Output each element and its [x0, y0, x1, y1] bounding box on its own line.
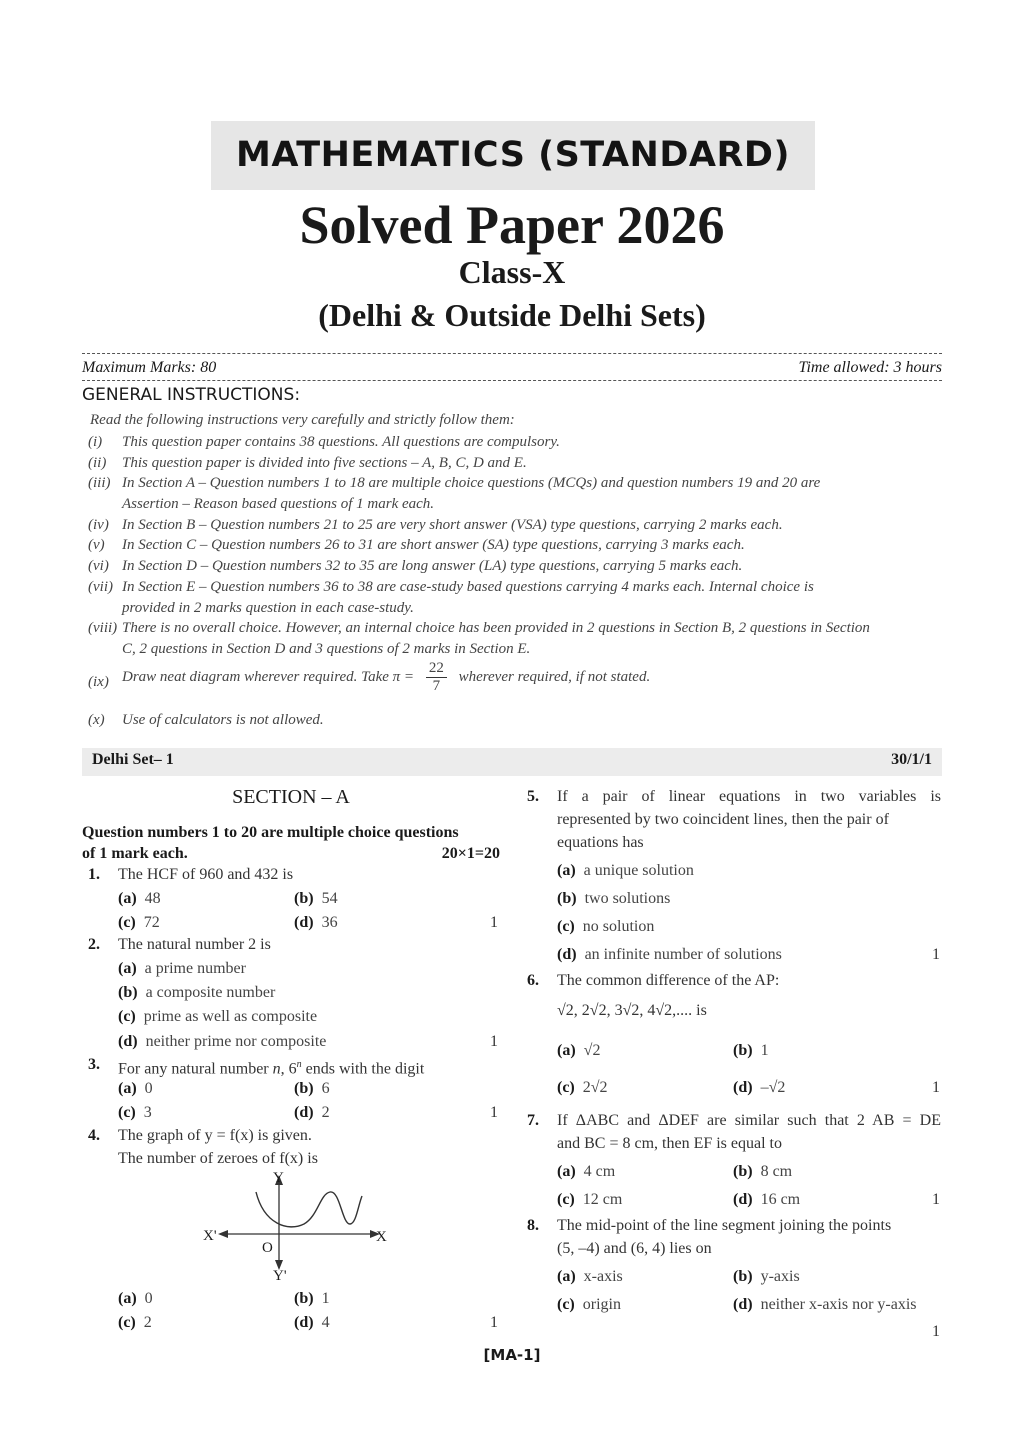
option-value: 3: [143, 1104, 152, 1121]
option-label: (c): [118, 1104, 136, 1121]
instructions-intro: Read the following instructions very carefully and strictly follow them:: [90, 412, 515, 428]
question-text-part: ends with the digit: [301, 1060, 425, 1078]
question-text: The HCF of 960 and 432 is: [118, 866, 294, 883]
option-value: –√2: [760, 1079, 786, 1096]
option-value: an infinite number of solutions: [584, 946, 782, 963]
question-number: 2.: [88, 936, 100, 953]
option-label: (b): [733, 1268, 753, 1285]
question-text: If a pair of linear equations in two variables is: [557, 788, 941, 805]
instruction-number: (viii): [88, 620, 118, 636]
option-value: neither prime nor composite: [145, 1033, 327, 1050]
question-mark: 1: [932, 1323, 940, 1340]
option-value: 6: [321, 1080, 330, 1097]
option-value: a prime number: [144, 960, 246, 977]
paper-title: Solved Paper 2026: [299, 195, 725, 255]
option-value: 16 cm: [760, 1191, 801, 1208]
option-value: 4 cm: [583, 1163, 616, 1180]
question-number: 4.: [88, 1127, 100, 1144]
instruction-number: (iv): [88, 517, 109, 533]
option-value: 0: [144, 1290, 153, 1307]
question-mark: 1: [490, 1104, 498, 1121]
instruction-text: This question paper is divided into five sections – A, B, C, D and E.: [122, 455, 527, 471]
question-text: If ΔABC and ΔDEF are similar such that 2 AB = DE: [557, 1112, 941, 1129]
curve: [256, 1192, 362, 1227]
option-value: two solutions: [584, 890, 671, 907]
option-label: (d): [557, 946, 577, 963]
question-number: 3.: [88, 1056, 100, 1073]
option-label: (b): [118, 984, 138, 1001]
question-mark: 1: [932, 946, 940, 963]
option-label: (d): [118, 1033, 138, 1050]
question-text: The common difference of the AP:: [557, 972, 780, 989]
time-allowed: Time allowed: 3 hours: [798, 359, 942, 376]
fraction-numerator: 22: [426, 660, 447, 678]
question-mark: 1: [932, 1191, 940, 1208]
option-value: y-axis: [760, 1268, 800, 1285]
option-label: (b): [294, 1080, 314, 1097]
question-number: 5.: [527, 788, 539, 805]
question-text: represented by two coincident lines, then the pair of: [557, 811, 889, 828]
instruction-number: (v): [88, 537, 105, 553]
option-value: 12 cm: [582, 1191, 623, 1208]
section-intro: [82, 822, 500, 864]
option-label: (d): [733, 1079, 753, 1096]
option-value: 1: [321, 1290, 330, 1307]
option-label: (b): [733, 1163, 753, 1180]
section-intro-line2: of 1 mark each.: [82, 845, 188, 862]
instruction-text: There is no overall choice. However, an internal choice has been provided in 2 questions in Section B, 2 questions in Section: [122, 620, 870, 636]
instruction-number: (i): [88, 434, 103, 450]
option-value: 2: [143, 1314, 152, 1331]
option-value: 54: [321, 890, 338, 907]
instruction-text: This question paper contains 38 questions. All questions are compulsory.: [122, 434, 560, 450]
max-marks: Maximum Marks: 80: [82, 359, 217, 376]
divider: [82, 353, 942, 354]
option-value: neither x-axis nor y-axis: [760, 1296, 917, 1313]
option-value: 0: [144, 1080, 153, 1097]
question-number: 8.: [527, 1217, 539, 1234]
option-label: (a): [557, 862, 576, 879]
question-number: 7.: [527, 1112, 539, 1129]
superscript: n: [296, 1059, 302, 1070]
option-label: (c): [557, 1296, 575, 1313]
option-value: 1: [760, 1042, 769, 1059]
section-heading: SECTION – A: [232, 786, 350, 808]
question-text-part: , 6: [280, 1060, 297, 1078]
question-number: 1.: [88, 866, 100, 883]
instruction-number: (vi): [88, 558, 109, 574]
option-value: 48: [144, 890, 161, 907]
instruction-ix-post: wherever required, if not stated.: [458, 668, 651, 685]
section-intro-line: Question numbers 1 to 20 are multiple choice questions: [82, 824, 459, 841]
option-label: (b): [294, 890, 314, 907]
origin-label: O: [262, 1240, 273, 1256]
divider: [82, 380, 942, 381]
instruction-ix-pre: Draw neat diagram wherever required. Take π =: [122, 668, 415, 685]
question-number: 6.: [527, 972, 539, 989]
instruction-number: (ii): [88, 455, 107, 471]
instruction-text: C, 2 questions in Section D and 3 questions of 2 marks in Section E.: [122, 641, 531, 657]
option-value: 2: [321, 1104, 330, 1121]
instruction-text: provided in 2 marks question in each case-study.: [122, 600, 414, 616]
option-label: (c): [118, 914, 136, 931]
instruction-text: In Section D – Question numbers 32 to 35 are long answer (LA) type questions, carrying 5 marks each.: [122, 558, 743, 574]
fraction-denominator: 7: [432, 678, 441, 694]
option-value: no solution: [582, 918, 655, 935]
instruction-text: In Section E – Question numbers 36 to 38 are case-study based questions carrying 4 marks each. Internal choice is: [122, 579, 814, 595]
variable: n: [272, 1060, 281, 1078]
question-text: The mid-point of the line segment joining the points: [557, 1217, 892, 1234]
question-text: The graph of y = f(x) is given.: [118, 1127, 312, 1144]
section-marks: 20×1=20: [441, 845, 500, 862]
question-text: √2, 2√2, 3√2, 4√2,.... is: [557, 1002, 707, 1019]
option-label: (c): [118, 1008, 136, 1025]
set-bar: [82, 748, 942, 776]
option-label: (a): [118, 1080, 137, 1097]
instruction-text: [122, 660, 942, 695]
question-mark: 1: [490, 1314, 498, 1331]
question-mark: 1: [932, 1079, 940, 1096]
instruction-text: Assertion – Reason based questions of 1 mark each.: [122, 496, 435, 512]
option-value: 2√2: [582, 1079, 608, 1096]
instruction-text: Use of calculators is not allowed.: [122, 712, 324, 728]
option-label: (d): [733, 1191, 753, 1208]
option-value: 72: [143, 914, 160, 931]
option-label: (c): [557, 918, 575, 935]
question-text: [118, 1054, 424, 1080]
instructions-heading: GENERAL INSTRUCTIONS:: [82, 385, 301, 405]
x-axis-left-arrow: [218, 1230, 228, 1238]
question-text-part: For any natural number: [118, 1060, 273, 1078]
set-name: Delhi Set– 1: [92, 751, 174, 768]
question-text: The natural number 2 is: [118, 936, 271, 953]
instruction-text: In Section C – Question numbers 26 to 31 are short answer (SA) type questions, carrying 3 marks each.: [122, 537, 745, 553]
option-label: (d): [294, 1314, 314, 1331]
option-label: (a): [557, 1268, 576, 1285]
option-label: (b): [294, 1290, 314, 1307]
function-graph: [200, 1166, 400, 1286]
option-value: 4: [321, 1314, 330, 1331]
option-label: (a): [118, 960, 137, 977]
option-label: (a): [118, 890, 137, 907]
instruction-number: (iii): [88, 475, 111, 491]
option-label: (d): [733, 1296, 753, 1313]
x-label: X: [376, 1229, 387, 1245]
option-label: (a): [557, 1163, 576, 1180]
option-label: (d): [294, 914, 314, 931]
option-value: a unique solution: [583, 862, 694, 879]
option-label: (d): [294, 1104, 314, 1121]
question-text: The number of zeroes of f(x) is: [118, 1150, 318, 1167]
option-label: (c): [557, 1079, 575, 1096]
option-value: a composite number: [145, 984, 276, 1001]
class-title: Class-X: [458, 254, 566, 290]
set-code: 30/1/1: [891, 751, 932, 768]
page-number: [MA-1]: [483, 1346, 541, 1364]
option-value: origin: [582, 1296, 621, 1313]
instruction-number: (x): [88, 712, 105, 728]
question-mark: 1: [490, 914, 498, 931]
question-text: equations has: [557, 834, 644, 851]
sets-title: (Delhi & Outside Delhi Sets): [318, 297, 706, 333]
option-label: (b): [557, 890, 577, 907]
option-value: 36: [321, 914, 338, 931]
pi-fraction: [426, 660, 447, 695]
option-label: (c): [118, 1314, 136, 1331]
y-prime-label: Y': [273, 1268, 287, 1284]
option-label: (b): [733, 1042, 753, 1059]
instruction-text: In Section A – Question numbers 1 to 18 are multiple choice questions (MCQs) and question numbers 19 and 20 are: [122, 475, 821, 491]
instruction-number: (vii): [88, 579, 113, 595]
question-mark: 1: [490, 1033, 498, 1050]
option-value: x-axis: [583, 1268, 623, 1285]
question-text: (5, –4) and (6, 4) lies on: [557, 1240, 712, 1257]
subject-title: MATHEMATICS (STANDARD): [236, 135, 790, 175]
y-label: Y: [273, 1170, 284, 1186]
option-value: √2: [583, 1042, 601, 1059]
section-intro-line: [82, 843, 500, 864]
x-prime-label: X': [203, 1228, 217, 1244]
option-label: (a): [118, 1290, 137, 1307]
subject-banner: [211, 121, 815, 190]
option-label: (a): [557, 1042, 576, 1059]
instruction-number: (ix): [88, 674, 109, 690]
question-text: and BC = 8 cm, then EF is equal to: [557, 1135, 782, 1152]
option-value: 8 cm: [760, 1163, 793, 1180]
option-label: (c): [557, 1191, 575, 1208]
option-value: prime as well as composite: [143, 1008, 318, 1025]
instruction-text: In Section B – Question numbers 21 to 25 are very short answer (VSA) type questions, carrying 2 marks each.: [122, 517, 783, 533]
